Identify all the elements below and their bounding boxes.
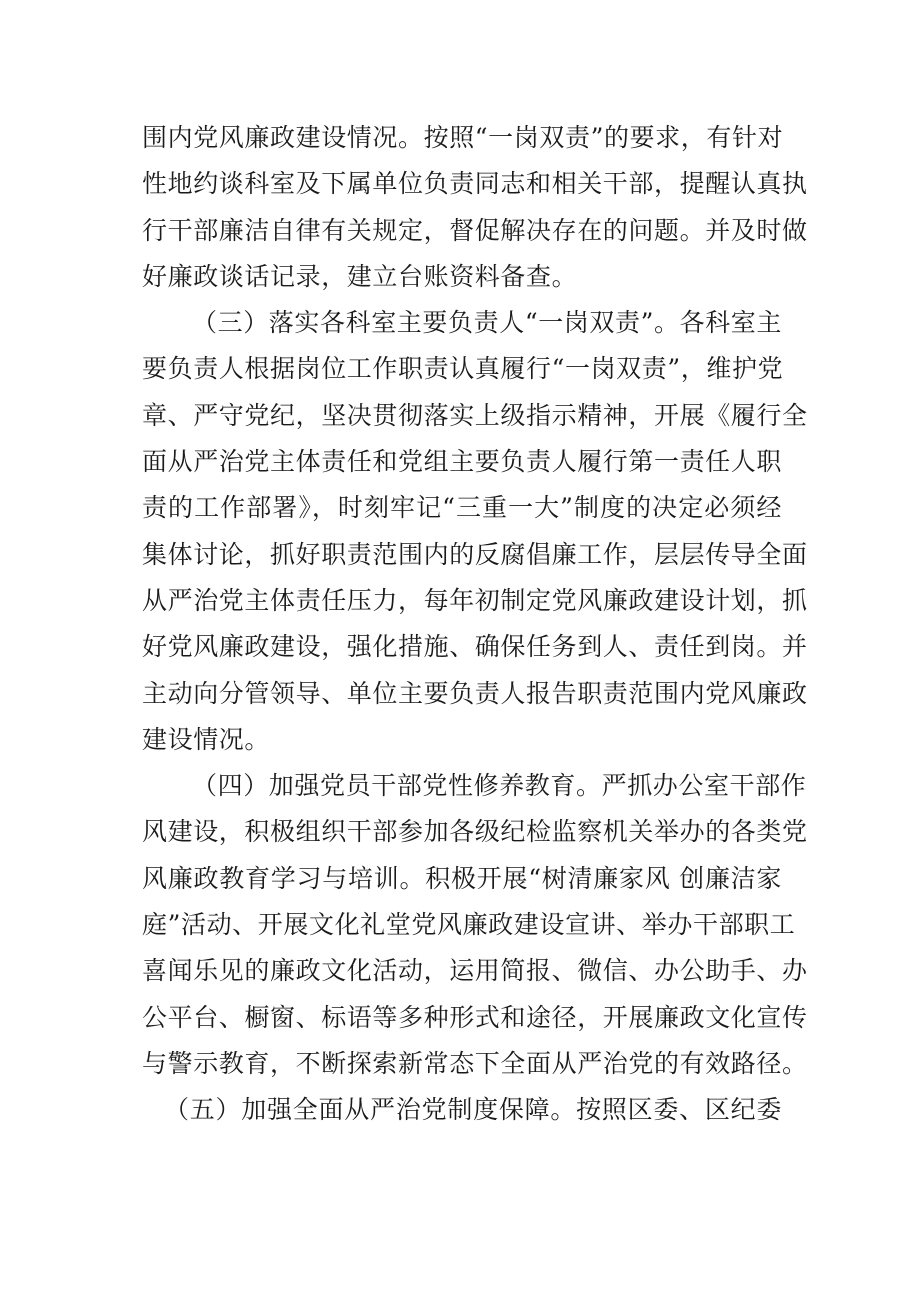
text-line-17: 风廉政教育学习与培训。积极开展“树清廉家风 创廉洁家 xyxy=(142,863,782,893)
text-line-8: 面从严治党主体责任和党组主要负责人履行第一责任人职 xyxy=(142,447,783,477)
text-line-9: 责的工作部署》，时刻牢记“三重一大”制度的决定必须经 xyxy=(142,493,782,523)
text-line-4: 好廉政谈话记录，建立台账资料备查。 xyxy=(142,261,578,291)
text-line-14: 建设情况。 xyxy=(142,724,271,754)
text-line-7: 章、严守党纪，坚决贯彻落实上级指示精神，开展《履行全 xyxy=(142,400,808,430)
text-line-21: 与警示教育，不断探索新常态下全面从严治党的有效路径。 xyxy=(142,1048,808,1078)
text-line-2: 性地约谈科室及下属单位负责同志和相关干部，提醒认真执 xyxy=(142,169,808,199)
text-line-16: 风建设，积极组织干部参加各级纪检监察机关举办的各类党 xyxy=(142,817,808,847)
text-line-20: 公平台、橱窗、标语等多种形式和途径，开展廉政文化宣传 xyxy=(142,1002,808,1032)
text-line-1: 围内党风廉政建设情况。按照“一岗双责”的要求，有针对 xyxy=(142,123,784,152)
text-line-15: （四）加强党员干部党性修养教育。严抓办公室干部作 xyxy=(192,771,807,801)
text-line-22: （五）加强全面从严治党制度保障。按照区委、区纪委 xyxy=(164,1095,782,1125)
text-line-11: 从严治党主体责任压力，每年初制定党风廉政建设计划，抓 xyxy=(142,585,808,615)
text-line-12: 好党风廉政建设，强化措施、确保任务到人、责任到岗。并 xyxy=(142,632,808,662)
text-line-10: 集体讨论，抓好职责范围内的反腐倡廉工作，层层传导全面 xyxy=(142,539,808,569)
text-line-13: 主动向分管领导、单位主要负责人报告职责范围内党风廉政 xyxy=(142,678,808,708)
text-line-19: 喜闻乐见的廉政文化活动，运用简报、微信、办公助手、办 xyxy=(142,956,808,986)
document-body xyxy=(142,115,808,1134)
text-line-18: 庭”活动、开展文化礼堂党风廉政建设宣讲、举办干部职工 xyxy=(142,910,796,940)
text-line-5: （三）落实各科室主要负责人“一岗双责”。各科室主 xyxy=(192,308,782,338)
text-line-3: 行干部廉洁自律有关规定，督促解决存在的问题。并及时做 xyxy=(142,215,808,245)
text-line-6: 要负责人根据岗位工作职责认真履行“一岗双责”，维护党 xyxy=(142,354,784,384)
